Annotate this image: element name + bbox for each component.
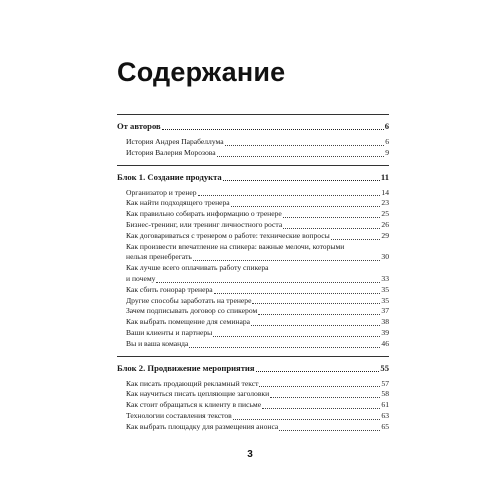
dot-leader — [189, 339, 380, 348]
toc-entry-title: Как выбрать помещение для семинара — [126, 317, 250, 327]
toc-entry — [117, 263, 389, 285]
toc-entry-page: 9 — [385, 147, 389, 157]
toc-entry — [117, 411, 389, 422]
dot-leader — [283, 220, 380, 229]
toc-entry-page: 35 — [381, 284, 389, 294]
dot-leader — [252, 296, 380, 305]
section-heading — [117, 119, 389, 133]
toc-entry-page: 30 — [381, 252, 389, 262]
toc-entry-page: 57 — [381, 378, 389, 388]
dot-leader — [270, 390, 380, 399]
dot-leader — [198, 188, 381, 197]
toc-entry-page: 25 — [381, 209, 389, 219]
toc-entry-title: Как сбить гонорар тренера — [126, 284, 213, 294]
toc-entry-title: Как договариваться с тренером о работе: технические вопросы — [126, 230, 330, 240]
toc-entry-page: 35 — [381, 295, 389, 305]
toc-entry-page: 37 — [381, 306, 389, 316]
dot-leader — [223, 171, 380, 181]
section-heading — [117, 170, 389, 184]
toc-entry — [117, 422, 389, 433]
toc-entry-page: 61 — [381, 400, 389, 410]
toc-entry-title: Как научиться писать цепляющие заголовки — [126, 389, 270, 399]
toc-entry-title: Как правильно собирать информацию о тренере — [126, 209, 282, 219]
toc-entry-page: 46 — [381, 338, 389, 348]
toc-section — [117, 114, 389, 165]
section-heading-page: 55 — [380, 362, 389, 373]
toc-entry-line: Как произвести впечатление на спикера: важные мелочи, которыми — [126, 241, 345, 251]
toc-entry-line: и почему — [126, 273, 156, 283]
page-title: Содержание — [117, 57, 286, 87]
dot-leader — [259, 379, 380, 388]
toc-entry — [117, 339, 389, 350]
toc-entry — [117, 285, 389, 296]
dot-leader — [256, 362, 380, 372]
toc-section — [117, 165, 389, 356]
toc-entry-page: 23 — [381, 198, 389, 208]
dot-leader — [283, 209, 381, 218]
page-number: 3 — [247, 449, 253, 460]
toc-entry — [117, 209, 389, 220]
toc-entry — [117, 137, 389, 148]
table-of-contents — [117, 114, 389, 439]
toc-entry-title: Ваши клиенты и партнеры — [126, 327, 213, 337]
toc-entry-title: Технологии составления текстов — [126, 410, 232, 420]
toc-entry-page: 29 — [381, 230, 389, 240]
section-heading-title: Блок 2. Продвижение мероприятия — [117, 362, 255, 373]
toc-entry — [117, 188, 389, 199]
toc-entry-page: 65 — [381, 421, 389, 431]
toc-entry-title: История Валерия Морозова — [126, 147, 216, 157]
toc-entry-title: Организатор и тренер — [126, 187, 197, 197]
toc-entry-title: Как писать продающий рекламный текст — [126, 378, 259, 388]
section-heading — [117, 361, 389, 375]
toc-entry — [117, 242, 389, 264]
toc-entry — [117, 317, 389, 328]
toc-entry-title: Вы и ваша команда — [126, 338, 189, 348]
toc-entry-page: 39 — [381, 327, 389, 337]
section-heading-page: 11 — [380, 171, 389, 182]
toc-entry-page: 58 — [381, 389, 389, 399]
toc-entry — [117, 220, 389, 231]
toc-entry-page: 14 — [381, 187, 389, 197]
dot-leader — [193, 253, 381, 262]
section-heading-title: От авторов — [117, 121, 161, 131]
toc-entry-page: 38 — [381, 317, 389, 327]
toc-entry-title: Как найти подходящего тренера — [126, 198, 230, 208]
toc-entry — [117, 306, 389, 317]
toc-entry-page: 26 — [381, 219, 389, 229]
dot-leader — [231, 199, 381, 208]
dot-leader — [262, 400, 380, 409]
toc-entry-title: Зачем подписывать договор со спикером — [126, 306, 258, 316]
dot-leader — [233, 411, 381, 420]
dot-leader — [225, 137, 385, 146]
toc-entry — [117, 231, 389, 242]
toc-entry — [117, 400, 389, 411]
toc-entry — [117, 198, 389, 209]
dot-leader — [213, 328, 380, 337]
dot-leader — [331, 231, 381, 240]
toc-entry-title: Бизнес-тренинг, или тренинг личностного роста — [126, 219, 283, 229]
toc-entry-title: Как выбрать площадку для размещения анонса — [126, 421, 279, 431]
toc-entry-title: Как стоит обращаться к клиенту в письме — [126, 400, 262, 410]
dot-leader — [279, 422, 380, 431]
dot-leader — [251, 317, 380, 326]
dot-leader — [258, 307, 380, 316]
toc-entry-page: 63 — [381, 410, 389, 420]
toc-entry — [117, 328, 389, 339]
toc-entry-title: Другие способы заработать на тренере — [126, 295, 252, 305]
toc-entry-line: Как лучше всего оплачивать работу спикера — [126, 263, 269, 273]
toc-entry-line: нельзя пренебрегать — [126, 252, 192, 262]
toc-entry-last-line — [126, 274, 389, 285]
dot-leader — [156, 274, 380, 283]
section-heading-title: Блок 1. Создание продукта — [117, 171, 222, 182]
toc-entry — [117, 296, 389, 307]
toc-entry-last-line — [126, 252, 389, 263]
dot-leader — [162, 120, 384, 130]
toc-entry-page: 33 — [381, 273, 389, 283]
section-heading-page: 6 — [384, 121, 389, 131]
toc-entry — [117, 389, 389, 400]
toc-entry-page: 6 — [385, 137, 389, 146]
toc-entry — [117, 379, 389, 390]
toc-entry-title: История Андрея Парабеллума — [126, 137, 224, 146]
dot-leader — [214, 285, 381, 294]
dot-leader — [217, 148, 385, 157]
toc-entry — [117, 148, 389, 159]
toc-section — [117, 356, 389, 439]
